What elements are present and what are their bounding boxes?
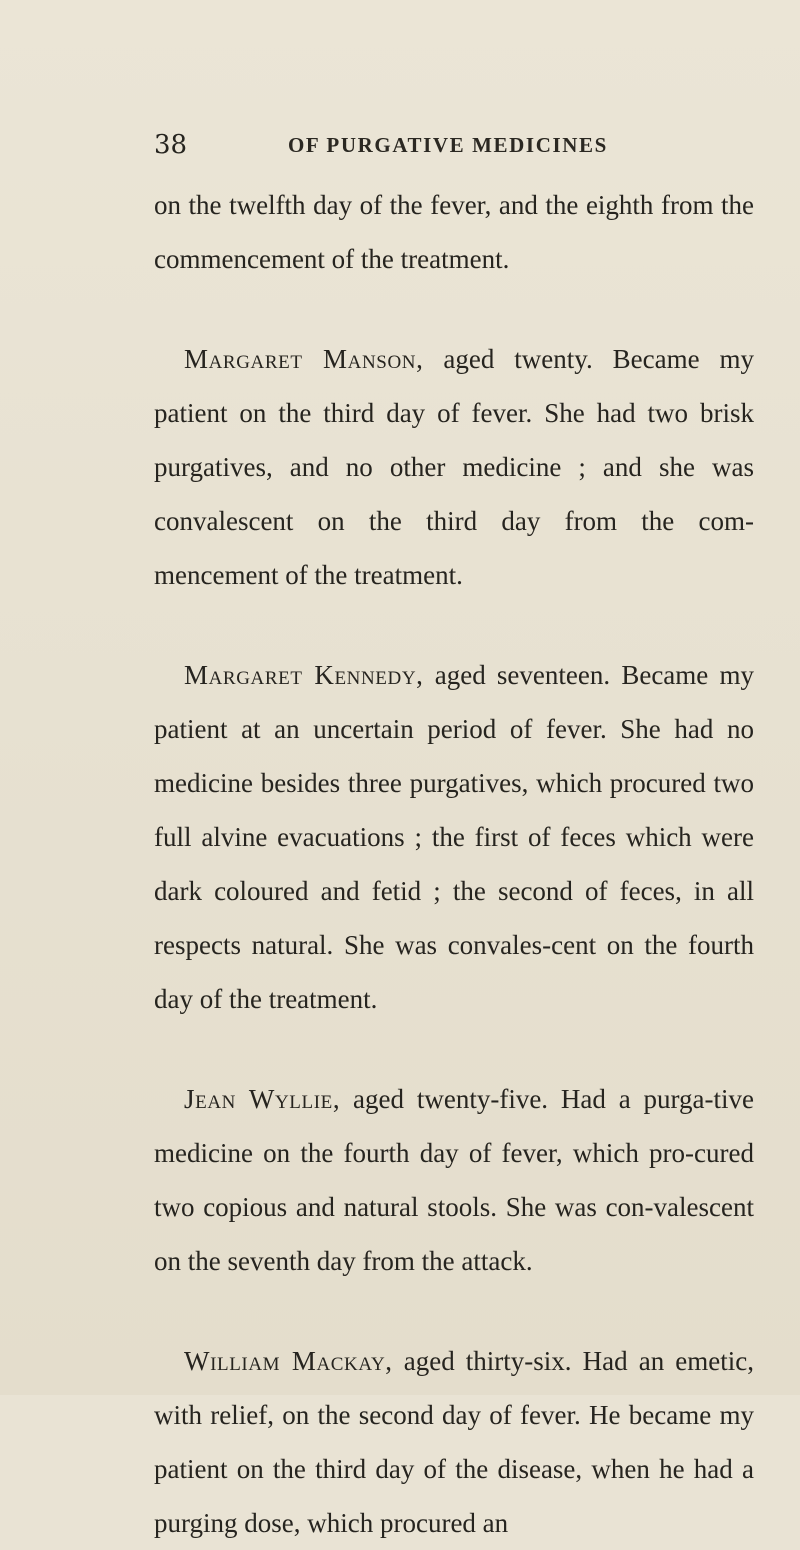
- paragraph-text: on the twelfth day of the fever, and the eighth from the commencement of the treatment.: [154, 190, 754, 274]
- body-text: [154, 178, 754, 1550]
- paragraph-william-mackay: [154, 1334, 754, 1550]
- page-number: 38: [154, 130, 188, 160]
- patient-name: Jean Wyllie,: [184, 1084, 341, 1114]
- paragraph-jean-wyllie: [154, 1072, 754, 1288]
- paragraph-text: aged thirty-six. Had an emetic, with relief, on the second day of fever. He became my patient on the third day of the disease, when he had a purging dose, which procured an: [154, 1346, 754, 1538]
- running-head: [154, 130, 720, 170]
- patient-name: Margaret Kennedy,: [184, 660, 424, 690]
- paragraph-text: aged twenty-five. Had a purga-tive medicine on the fourth day of fever, which pro-cured two copious and natural stools. She was con-valescent on the seventh day from the attack.: [154, 1084, 755, 1276]
- paragraph-continuation: [154, 178, 754, 286]
- paragraph-text: aged seventeen. Became my patient at an uncertain period of fever. She had no medicine besides three purgatives, which procured two full alvine evacuations ; the first of feces which were dark coloured and fetid ; the second of feces, in all respects natural. She was convales-cent on the fourth day of the treatment.: [154, 660, 754, 1014]
- paragraph-text: aged twenty. Became my patient on the third day of fever. She had two brisk purgatives, and no other medicine ; and she was convalescent on the third day from the com-mencement of the treatment.: [154, 344, 754, 590]
- running-title: OF PURGATIVE MEDICINES: [288, 133, 608, 157]
- patient-name: Margaret Manson,: [184, 344, 424, 374]
- paragraph-margaret-manson: [154, 332, 754, 602]
- patient-name: William Mackay,: [184, 1346, 393, 1376]
- paragraph-margaret-kennedy: [154, 648, 754, 1026]
